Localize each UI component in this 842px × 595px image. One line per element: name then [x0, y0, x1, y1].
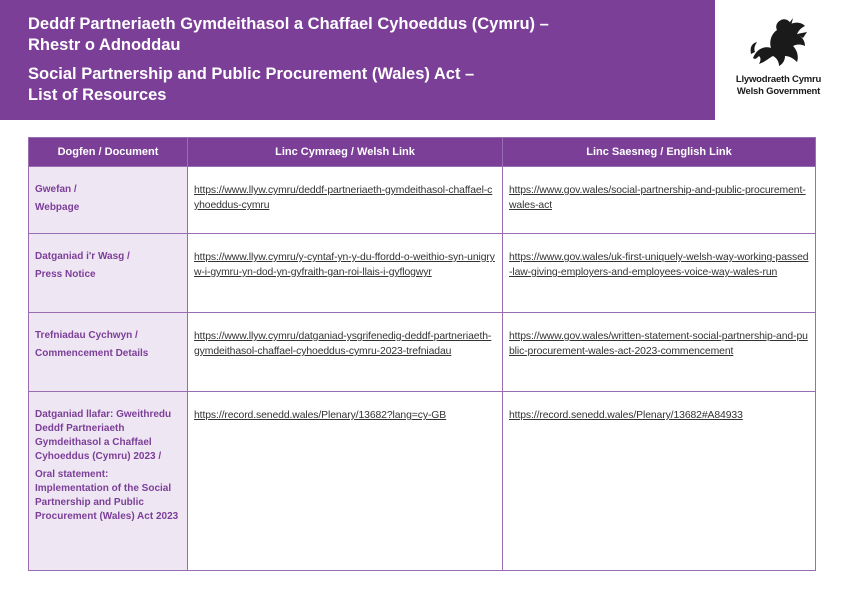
welsh-link-cell	[188, 234, 503, 313]
title-block	[28, 14, 708, 106]
logo-text	[715, 74, 842, 98]
english-link-cell	[503, 234, 816, 313]
welsh-government-logo	[715, 0, 842, 120]
english-link[interactable]: https://www.gov.wales/social-partnership-and-public-procurement-wales-act	[509, 185, 806, 211]
resources-table	[28, 137, 816, 571]
welsh-title-line-2: Rhestr o Adnoddau	[28, 36, 181, 54]
welsh-link[interactable]: https://record.senedd.wales/Plenary/13682?lang=cy-GB	[194, 410, 447, 421]
table-row	[29, 167, 816, 234]
english-title-line-1: Social Partnership and Public Procurement (Wales) Act –	[28, 65, 475, 83]
welsh-link-cell	[188, 167, 503, 234]
column-header-document: Dogfen / Document	[29, 138, 188, 167]
table-row	[29, 313, 816, 392]
row-label-english: Webpage	[35, 202, 80, 213]
english-link-cell	[503, 167, 816, 234]
header-banner	[0, 0, 842, 120]
row-label-english: Oral statement: Implementation of the Social Partnership and Public Procurement (Wales) Act 2023	[35, 469, 179, 522]
row-label-english: Commencement Details	[35, 348, 149, 359]
row-label-english: Press Notice	[35, 269, 96, 280]
welsh-title-line-1: Deddf Partneriaeth Gymdeithasol a Chaffael Cyhoeddus (Cymru) –	[28, 15, 549, 33]
english-title-line-2: List of Resources	[28, 86, 167, 104]
row-label-cell	[29, 392, 188, 571]
english-link[interactable]: https://www.gov.wales/uk-first-uniquely-welsh-way-working-passed-law-giving-employers-and-employees-voice-way-wales-run	[509, 252, 809, 278]
row-label-cell	[29, 167, 188, 234]
english-link[interactable]: https://record.senedd.wales/Plenary/13682#A84933	[509, 410, 743, 421]
english-link-cell	[503, 392, 816, 571]
welsh-link-cell	[188, 313, 503, 392]
table-row	[29, 234, 816, 313]
row-label-cell	[29, 313, 188, 392]
welsh-link-cell	[188, 392, 503, 571]
logo-text-english: Welsh Government	[736, 86, 821, 97]
welsh-link[interactable]: https://www.llyw.cymru/y-cyntaf-yn-y-du-ffordd-o-weithio-syn-unigryw-i-gymru-yn-dod-yn-gyfraith-gan-roi-llais-i-gyflogwyr	[194, 252, 495, 278]
row-label-welsh: Datganiad i'r Wasg /	[35, 251, 130, 262]
row-label-welsh: Datganiad llafar: Gweithredu Deddf Partneriaeth Gymdeithasol a Chaffael Cyhoeddus (Cymru) 2023 /	[35, 409, 172, 462]
english-link-cell	[503, 313, 816, 392]
column-header-english-link: Linc Saesneg / English Link	[503, 138, 816, 167]
english-link[interactable]: https://www.gov.wales/written-statement-social-partnership-and-public-procurement-wales-act-2023-commencement	[509, 331, 808, 357]
dragon-icon	[747, 14, 811, 70]
welsh-link[interactable]: https://www.llyw.cymru/deddf-partneriaeth-gymdeithasol-chaffael-cyhoeddus-cymru	[194, 185, 493, 211]
table-row	[29, 392, 816, 571]
column-header-welsh-link: Linc Cymraeg / Welsh Link	[188, 138, 503, 167]
row-label-welsh: Gwefan /	[35, 184, 77, 195]
welsh-link[interactable]: https://www.llyw.cymru/datganiad-ysgrifenedig-deddf-partneriaeth-gymdeithasol-chaffael-cyhoeddus-cymru-2023-trefniadau	[194, 331, 492, 357]
logo-text-welsh: Llywodraeth Cymru	[735, 74, 822, 85]
table-header-row	[29, 138, 816, 167]
row-label-welsh: Trefniadau Cychwyn /	[35, 330, 138, 341]
row-label-cell	[29, 234, 188, 313]
